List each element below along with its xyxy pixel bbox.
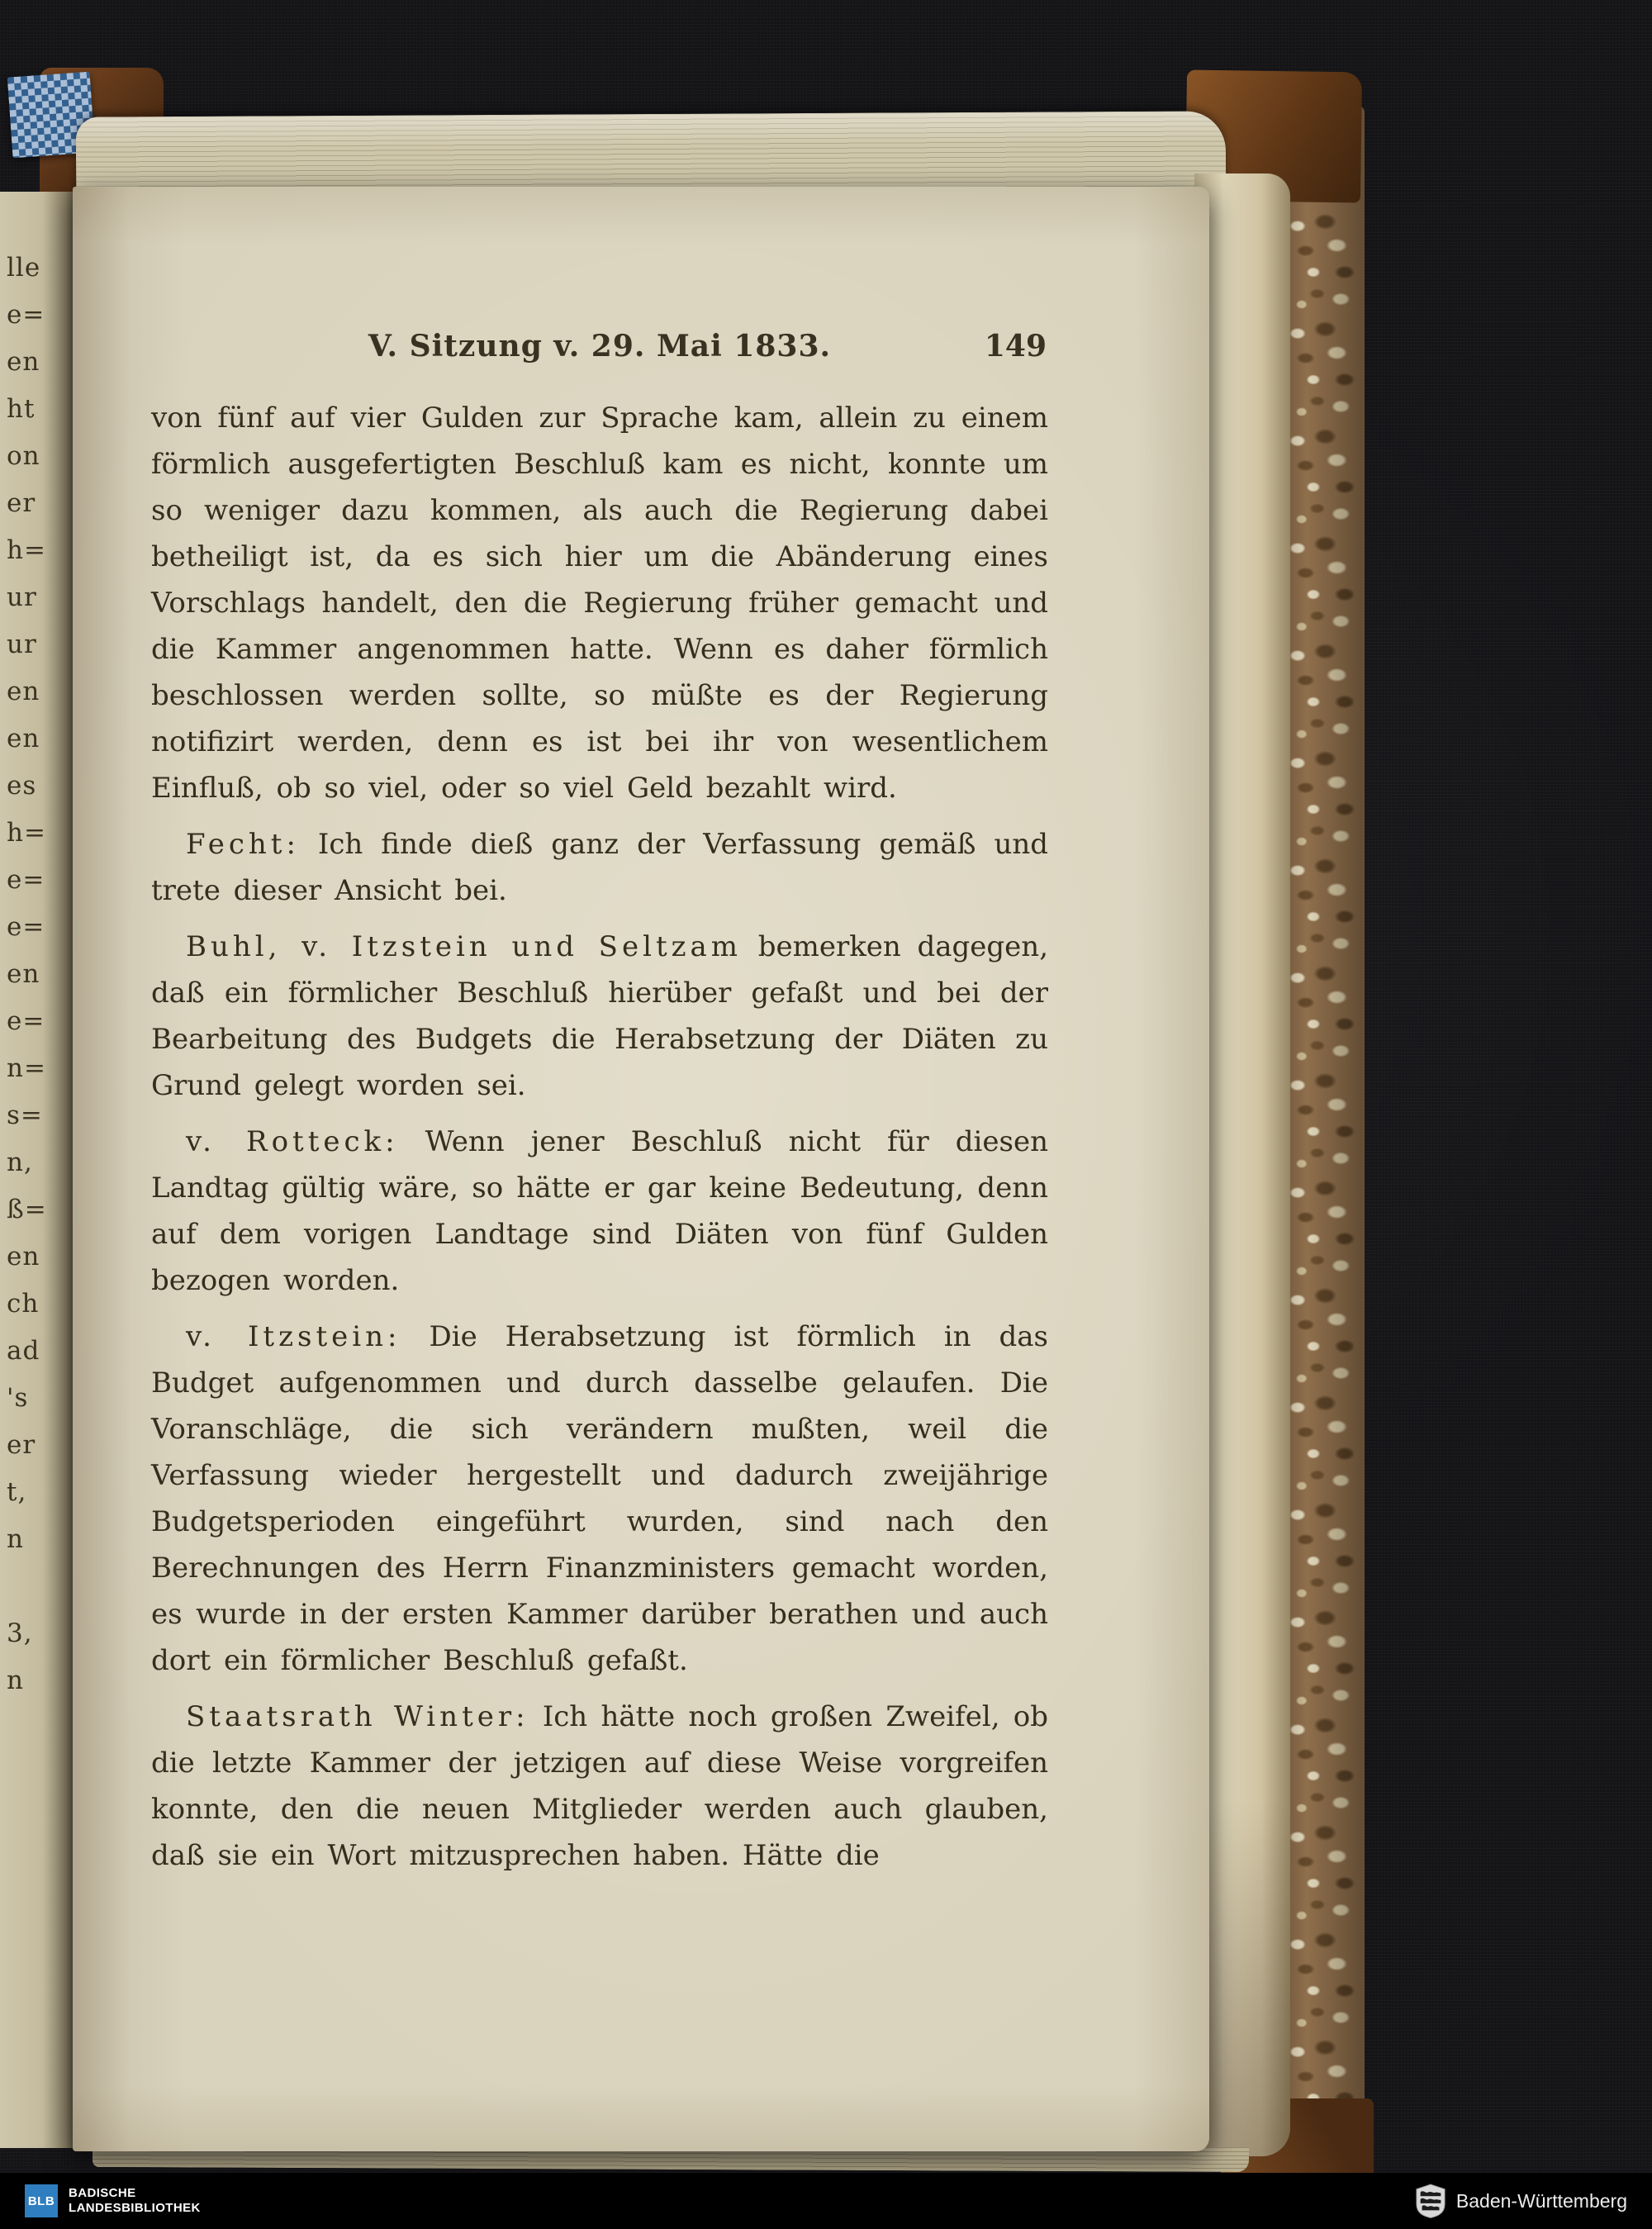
facing-page-fragment: s= <box>7 1100 43 1130</box>
facing-page-fragment: ur <box>7 630 37 659</box>
facing-page-fragment: ß= <box>7 1195 47 1224</box>
facing-page-fragment: n, <box>7 1148 33 1177</box>
marbled-cover-edge <box>1282 106 1365 2175</box>
footer-bar <box>0 2173 1652 2229</box>
page-number: 149 <box>984 329 1047 364</box>
facing-page-fragment: en <box>7 677 40 706</box>
coat-of-arms-icon <box>1415 2183 1446 2219</box>
facing-page-fragment: ad <box>7 1336 40 1366</box>
library-name-line1: BADISCHE <box>69 2186 136 2200</box>
facing-page-fragment: en <box>7 1242 40 1271</box>
facing-page-fragment: ch <box>7 1289 40 1319</box>
library-branding <box>25 2184 201 2217</box>
page-header <box>151 329 1048 370</box>
paragraph: v. Rotteck: Wenn jener Beschluß nicht für diesen Landtag gültig wäre, so hätte er gar keine Bedeutung, denn auf dem vorigen Landtage sind Diäten von fünf Gulden bezogen worden. <box>151 1125 1048 1297</box>
facing-page-fragment: t, <box>7 1477 27 1507</box>
facing-page-fragment: es <box>7 771 37 801</box>
library-name <box>69 2186 201 2216</box>
paragraph: Buhl, v. Itzstein und Seltzam bemerken dagegen, daß ein förmlicher Beschluß hierüber gefaßt und bei der Bearbeitung des Budgets die Herabsetzung der Diäten zu Grund gelegt worden sei. <box>151 930 1049 1102</box>
book-page <box>73 187 1209 2151</box>
region-branding <box>1415 2183 1627 2219</box>
speaker-name: v. Rotteck: <box>186 1125 399 1158</box>
library-name-line2: LANDESBIBLIOTHEK <box>69 2201 201 2215</box>
facing-page-fragment: ht <box>7 394 36 424</box>
blb-logo: BLB <box>25 2184 58 2217</box>
region-label: Baden-Württemberg <box>1455 2189 1627 2212</box>
paragraph: Staatsrath Winter: Ich hätte noch großen Zweifel, ob die letzte Kammer der jetzigen auf diese Weise vorgreifen konnte, den die neuen Mitglieder werden auch glauben, daß sie ein Wort mitzusprechen haben. Hätte die <box>151 1700 1048 1872</box>
facing-page-fragment: 3, <box>7 1618 33 1648</box>
paragraph: Fecht: Ich finde dieß ganz der Verfassung gemäß und trete dieser Ansicht bei. <box>151 828 1048 907</box>
facing-page-fragment: h= <box>7 818 46 848</box>
page-body <box>151 395 1048 1879</box>
facing-page-fragment: n= <box>7 1053 46 1083</box>
speaker-name: Fecht: <box>186 828 300 861</box>
facing-page-fragment: e= <box>7 865 45 895</box>
facing-page-fragment: en <box>7 959 40 989</box>
facing-page-fragment: 's <box>7 1383 29 1413</box>
speaker-name: v. Itzstein: <box>186 1320 401 1353</box>
facing-page-fragments <box>7 245 78 1751</box>
facing-page-fragment: e= <box>7 912 45 942</box>
facing-page-fragment: e= <box>7 1006 45 1036</box>
facing-page-fragment <box>7 1704 78 1751</box>
paragraph: v. Itzstein: Die Herabsetzung ist förmlich in das Budget aufgenommen und durch dasselbe gelaufen. Die Voranschläge, die sich verändern mußten, weil die Verfassung wieder hergestellt und dadurch zweijährige Budgetsperioden eingeführt wurden, sind nach den Berechnungen des Herrn Finanzministers gemacht worden, es wurde in der ersten Kammer darüber berathen und auch dort ein förmlicher Beschluß gefaßt. <box>151 1320 1049 1677</box>
facing-page-fragment <box>7 1563 78 1610</box>
facing-page-fragment: h= <box>7 535 46 565</box>
page-title: V. Sitzung v. 29. Mai 1833. <box>368 329 832 364</box>
facing-page-fragment: er <box>7 1430 36 1460</box>
facing-page-fragment: on <box>7 441 40 471</box>
facing-page-fragment: er <box>7 488 36 518</box>
facing-page-fragment: n <box>7 1666 24 1695</box>
paragraph: von fünf auf vier Gulden zur Sprache kam, allein zu einem förmlich ausgefertigten Beschluß kam es nicht, konnte um so weniger dazu kommen, als auch die Regierung dabei betheiligt ist, da es sich hier um die Abänderung eines Vorschlags handelt, den die Regierung früher gemacht und die Kammer angenommen hatte. Wenn es daher förmlich beschlossen werden sollte, so müßte es der Regierung notifizirt werden, denn es ist bei ihr von wesentlichem Einfluß, ob so viel, oder so viel Geld bezahlt wird. <box>151 402 1048 805</box>
facing-page-fragment: en <box>7 347 40 377</box>
facing-page-fragment: e= <box>7 300 45 330</box>
facing-page-fragment: n <box>7 1524 24 1554</box>
facing-page-fragment: en <box>7 724 40 753</box>
speaker-name: Staatsrath Winter: <box>186 1700 529 1733</box>
facing-page-fragment: ur <box>7 582 37 612</box>
facing-page-sliver <box>0 192 78 2148</box>
speaker-name: Buhl, v. Itzstein und Seltzam <box>186 930 743 963</box>
facing-page-fragment: lle <box>7 253 41 283</box>
